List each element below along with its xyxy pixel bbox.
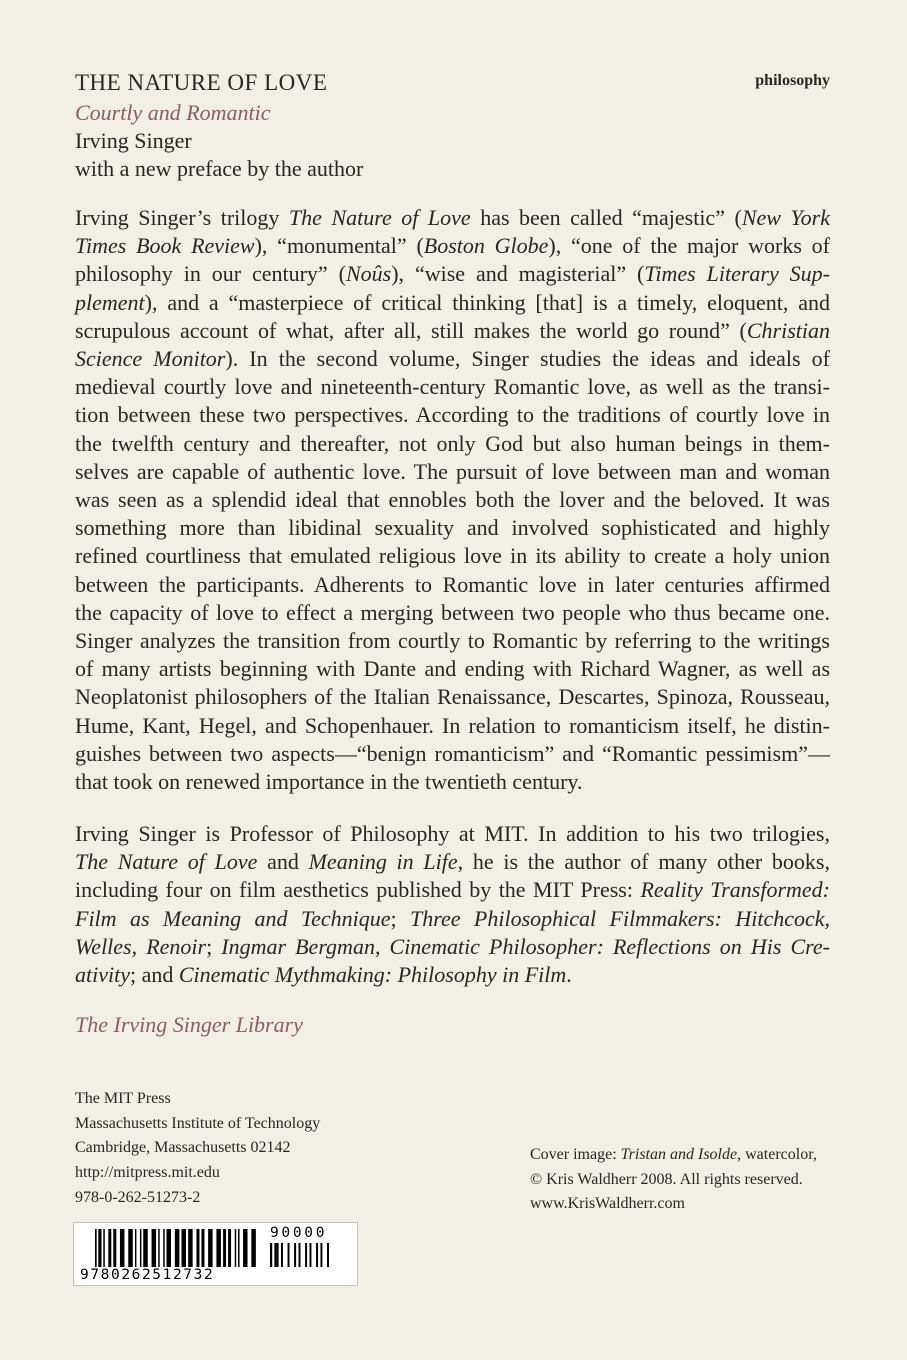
series-name: The Irving Singer Library [75, 1012, 303, 1037]
publisher-block [75, 1087, 320, 1185]
description-text-run: ), and a “masterpiece of critical thinking [that] is a timely, eloquent, and [144, 289, 830, 315]
barcode-bar [128, 1229, 132, 1267]
bio-text-run: The Nature of Love [75, 849, 258, 875]
bio-text-run: , he is the author of many other books, [457, 849, 830, 875]
barcode-bar [140, 1229, 141, 1267]
book-subtitle: Courtly and Romantic [75, 100, 271, 125]
barcode-main-digits: 9780262512732 [80, 1267, 215, 1283]
barcode-bar [251, 1229, 255, 1267]
barcode-addon-digits: 90000 [270, 1225, 328, 1241]
description-text-run: Singer analyzes the transition from courtly to Romantic by referring to the writings [75, 628, 830, 654]
bio-text-run: Cinematic Mythmaking: Philosophy in Film [178, 962, 567, 988]
description-text-run: the twelfth century and thereafter, not only God but also human beings in them- [75, 430, 830, 456]
bio-text-run: Welles, Renoir [75, 933, 207, 959]
barcode-bar [100, 1229, 101, 1267]
barcode-bar [163, 1229, 164, 1267]
preface-note: with a new preface by the author [75, 156, 364, 181]
description-text-run: philosophy in our century” ( [75, 261, 346, 287]
description-line [75, 486, 830, 514]
description-line [75, 683, 830, 711]
description-text-run: ), “one of the major works of [548, 233, 830, 259]
description-text-run: scrupulous account of what, after all, still makes the world go round” ( [75, 317, 747, 343]
description-line [75, 712, 830, 740]
description-text-run: of many artists beginning with Dante and ending with Richard Wagner, as well as [75, 656, 830, 682]
author-bio-paragraph [75, 820, 830, 989]
barcode-bar [235, 1229, 236, 1267]
description-text-run: ), “wise and magisterial” ( [391, 261, 645, 287]
barcode-bar [95, 1229, 97, 1267]
book-title: THE NATURE OF LOVE [75, 70, 328, 95]
barcode-bar [309, 1243, 311, 1267]
barcode-bar [320, 1243, 322, 1267]
description-text-run: selves are capable of authentic love. The pursuit of love between man and woman [75, 458, 830, 484]
bio-text-run: Three Philosophical Filmmakers: Hitchcock, [410, 905, 830, 931]
description-line [75, 740, 830, 768]
barcode-addon-bars [270, 1243, 338, 1267]
description-line [75, 289, 830, 317]
barcode-bar [228, 1229, 231, 1267]
description-line [75, 204, 830, 232]
book-author: Irving Singer [75, 128, 192, 153]
barcode-bar [288, 1243, 290, 1267]
bio-text-run: . [566, 962, 572, 988]
barcode-bar [274, 1243, 276, 1267]
description-text-run: Science Monitor [75, 346, 226, 372]
bio-text-run: Ingmar Bergman, Cinematic Philosopher: Reflections on His Cre- [221, 933, 830, 959]
barcode-main-bars [95, 1229, 263, 1267]
description-text-run: tion between these two perspectives. According to the traditions of courtly love in [75, 402, 830, 428]
description-text-run: guishes between two aspects—“benign romanticism” and “Romantic pessimism”— [75, 740, 830, 766]
barcode-bar [181, 1229, 185, 1267]
bio-text-run: Irving Singer is Professor of Philosophy at MIT. In addition to his two trilogies, [75, 821, 830, 846]
barcode-bar [152, 1229, 156, 1267]
description-text-run: medieval courtly love and nineteenth-century Romantic love, as well as the transi- [75, 374, 830, 400]
barcode-bar [316, 1243, 318, 1267]
barcode-bar [143, 1229, 147, 1267]
description-text-run: was seen as a splendid ideal that ennobles both the lover and the beloved. It was [75, 487, 830, 513]
barcode-bar [120, 1229, 124, 1267]
description-text-run: ), “monumental” ( [254, 233, 424, 259]
description-line [75, 232, 830, 260]
barcode-bar [103, 1229, 104, 1267]
barcode-bar [175, 1229, 179, 1267]
description-line [75, 373, 830, 401]
description-text-run: refined courtliness that emulated religious love in its ability to create a holy union [75, 543, 830, 569]
barcode-bar [223, 1229, 226, 1267]
bio-text-run: including four on film aesthetics published by the MIT Press: [75, 877, 641, 903]
description-line [75, 655, 830, 683]
publisher-city: Cambridge, Massachusetts 02142 [75, 1139, 291, 1156]
cover-credit-suffix: , watercolor, [737, 1146, 817, 1163]
publisher-name: The MIT Press [75, 1090, 171, 1107]
barcode-bar [277, 1243, 279, 1267]
barcode-bar [188, 1229, 192, 1267]
description-text-run: New York [741, 205, 830, 230]
publisher-institution: Massachusetts Institute of Technology [75, 1114, 321, 1132]
bio-text-run: ; [390, 905, 411, 931]
barcode-bar [327, 1243, 329, 1267]
description-text-run: Hume, Kant, Hegel, and Schopenhauer. In relation to romanticism itself, he distin- [75, 712, 830, 738]
bio-line [75, 905, 830, 933]
bio-line [75, 820, 830, 848]
description-text-run: Irving Singer’s trilogy [75, 205, 289, 230]
description-line [75, 458, 830, 486]
description-line [75, 599, 830, 627]
description-line [75, 542, 830, 570]
barcode-bar [158, 1229, 159, 1267]
description-line [75, 514, 830, 542]
description-line [75, 345, 830, 373]
description-text-run: Times Literary Sup- [644, 261, 830, 287]
barcode-bar [243, 1229, 247, 1267]
cover-credit [530, 1143, 817, 1217]
barcode-bar [281, 1243, 283, 1267]
description-text-run: The Nature of Love [288, 205, 471, 230]
publisher-url[interactable]: http://mitpress.mit.edu [75, 1163, 220, 1181]
description-paragraph [75, 204, 830, 796]
barcode-bar [108, 1229, 111, 1267]
category-label: philosophy [755, 72, 830, 89]
isbn-number: 978-0-262-51273-2 [75, 1189, 201, 1206]
barcode-bar [135, 1229, 136, 1267]
description-text-run: Christian [746, 317, 830, 343]
description-line [75, 627, 830, 655]
description-text-run: the capacity of love to effect a merging between two people who thus became one. [75, 599, 830, 625]
barcode-bar [196, 1229, 199, 1267]
description-line [75, 430, 830, 458]
barcode-bar [98, 1229, 100, 1267]
bio-text-run: Reality Transformed: [640, 877, 830, 903]
bio-text-run: and [257, 849, 309, 875]
bio-text-run: ; and [129, 962, 179, 988]
description-text-run: something more than libidinal sexuality and involved sophisticated and highly [75, 515, 830, 541]
description-text-run: Times Book Review [75, 233, 255, 259]
description-text-run: Noûs [345, 261, 392, 287]
bio-line [75, 961, 830, 989]
cover-credit-line1 [530, 1143, 817, 1168]
bio-line [75, 848, 830, 876]
bio-text-run: ativity [75, 962, 130, 988]
description-line [75, 768, 830, 796]
description-line [75, 317, 830, 345]
barcode-bar [294, 1243, 296, 1267]
bio-line [75, 933, 830, 961]
barcode-bar [167, 1229, 171, 1267]
description-text-run: ). In the second volume, Singer studies the ideas and ideals of [225, 346, 830, 372]
isbn-barcode [73, 1222, 358, 1286]
barcode-bar [216, 1229, 220, 1267]
barcode-bar [208, 1229, 212, 1267]
barcode-bar [201, 1229, 204, 1267]
cover-copyright: © Kris Waldherr 2008. All rights reserved. [530, 1170, 803, 1188]
description-line [75, 571, 830, 599]
description-text-run: that took on renewed importance in the twentieth century. [75, 769, 583, 795]
barcode-bar [270, 1243, 272, 1267]
barcode-bar [305, 1243, 307, 1267]
cover-credit-prefix: Cover image: [530, 1146, 621, 1163]
description-text-run: Boston Globe [423, 233, 549, 259]
barcode-bar [299, 1243, 301, 1267]
description-text-run: plement [75, 289, 145, 315]
barcode-bar [113, 1229, 116, 1267]
description-text-run: Neoplatonist philosophers of the Italian Renaissance, Descartes, Spinoza, Rousseau, [75, 684, 830, 710]
cover-artist-url[interactable]: www.KrisWaldherr.com [530, 1195, 685, 1212]
bio-text-run: Film as Meaning and Technique [75, 905, 391, 931]
description-line [75, 260, 830, 288]
description-text-run: has been called “majestic” ( [470, 205, 742, 230]
description-text-run: between the participants. Adherents to Romantic love in later centuries affirmed [75, 571, 830, 597]
bio-line [75, 876, 830, 904]
description-line [75, 401, 830, 429]
cover-artwork-title: Tristan and Isolde [620, 1146, 738, 1163]
barcode-bar [238, 1229, 239, 1267]
bio-text-run: Meaning in Life [308, 849, 458, 875]
bio-text-run: ; [206, 933, 222, 959]
